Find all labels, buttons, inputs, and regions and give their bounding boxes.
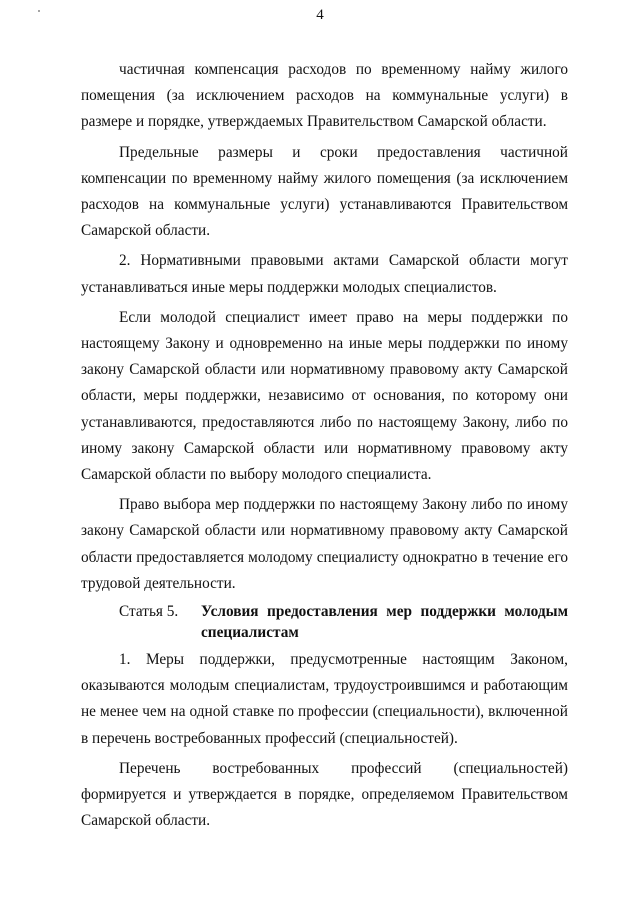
- article-number: Статья 5.: [119, 603, 179, 621]
- article-heading: [81, 601, 568, 643]
- article-title: Условия предоставления мер поддержки молодым специалистам: [201, 603, 568, 642]
- page-number: 4: [316, 7, 324, 23]
- paragraph-normative-acts: 2. Нормативными правовыми актами Самарской области могут устанавливаться иные меры поддержки молодых специалистов.: [81, 252, 568, 296]
- paragraph-choice-conditions: Если молодой специалист имеет право на меры поддержки по настоящему Закону и одновременно на иные меры поддержки по иному закону Самарской области или нормативному правовому акту Самарской области, меры поддержки, независимо от основания, по которому они устанавливаются, предоставляются либо по настоящему Закону, либо по иному закону Самарской области или нормативному правовому акту Самарской области по выбору молодого специалиста.: [81, 308, 568, 484]
- paragraph-professions-list: Перечень востребованных профессий (специальностей) формируется и утверждается в порядке, определяемом Правительством Самарской области.: [81, 759, 568, 830]
- paragraph-compensation: частичная компенсация расходов по временному найму жилого помещения (за исключением расходов на коммунальные услуги) в размере и порядке, утверждаемых Правительством Самарской области.: [81, 61, 568, 131]
- paragraph-limits: Предельные размеры и сроки предоставления частичной компенсации по временному найму жилого помещения (за исключением расходов на коммунальные услуги) устанавливаются Правительством Самарской области.: [81, 143, 568, 240]
- document-body: [81, 57, 568, 834]
- paragraph-choice-right: Право выбора мер поддержки по настоящему Закону либо по иному закону Самарской области или нормативному правовому акту Самарской области предоставляется молодому специалисту однократно в течение его трудовой деятельности.: [81, 496, 568, 592]
- paragraph-support-measures: 1. Меры поддержки, предусмотренные настоящим Законом, оказываются молодым специалистам, трудоустроившимся и работающим не менее чем на одной ставке по профессии (специальности), включенной в перечень востребованных профессий (специальностей).: [81, 651, 568, 747]
